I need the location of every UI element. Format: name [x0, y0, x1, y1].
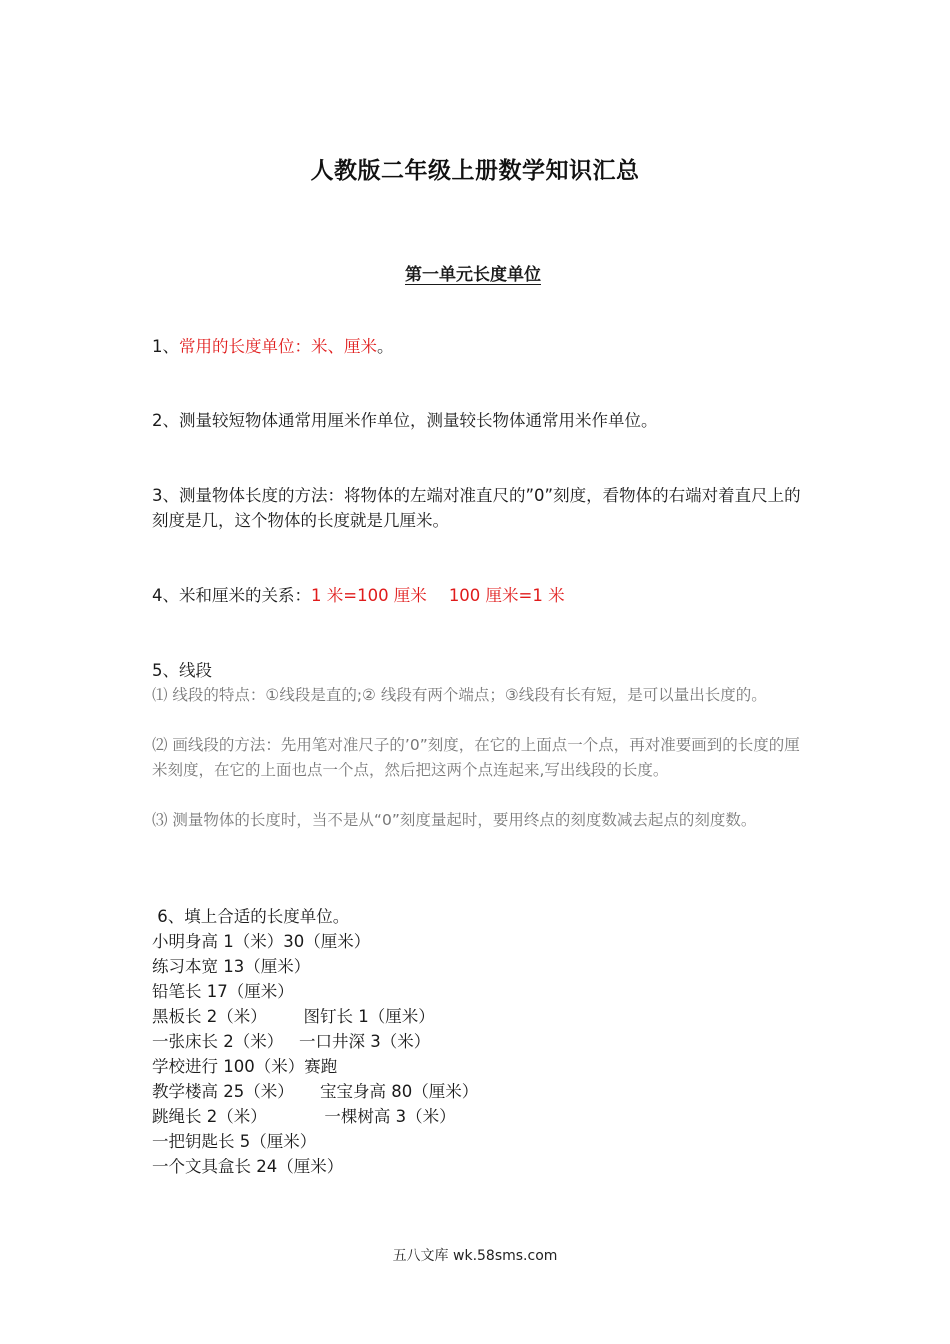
item-1-number: 1、: [152, 337, 179, 356]
unit-heading-text: 第一单元长度单位: [405, 265, 541, 285]
fill-row: 学校进行 100（米）赛跑: [152, 1057, 338, 1076]
fill-row: 一个文具盒长 24（厘米）: [152, 1157, 344, 1176]
fill-row: 教学楼高 25（米） 宝宝身高 80（厘米）: [152, 1082, 479, 1101]
fill-row: 黑板长 2（米） 图钉长 1（厘米）: [152, 1007, 435, 1026]
item-4-relation-1: 1 米=100 厘米: [311, 586, 427, 605]
unit-heading: [0, 260, 950, 285]
item-5-point-1: ⑴ 线段的特点：①线段是直的;② 线段有两个端点；③线段有长有短，是可以量出长度的。: [152, 686, 767, 704]
item-5-point-2: ⑵ 画线段的方法：先用笔对准尺子的’0”刻度，在它的上面点一个点，再对准要画到的长度的厘米刻度，在它的上面也点一个点，然后把这两个点连起来,写出线段的长度。: [152, 736, 800, 779]
fill-row: 一张床长 2（米） 一口井深 3（米）: [152, 1032, 431, 1051]
item-6-heading: 6、填上合适的长度单位。: [152, 907, 350, 926]
item-2: 2、测量较短物体通常用厘米作单位，测量较长物体通常用米作单位。: [152, 411, 658, 430]
fill-row: 跳绳长 2（米） 一棵树高 3（米）: [152, 1107, 456, 1126]
fill-row: 小明身高 1（米）30（厘米）: [152, 932, 371, 951]
fill-row: 练习本宽 13（厘米）: [152, 957, 311, 976]
item-4-prefix: 4、米和厘米的关系：: [152, 586, 311, 605]
fill-row: 一把钥匙长 5（厘米）: [152, 1132, 317, 1151]
fill-row: 铅笔长 17（厘米）: [152, 982, 294, 1001]
item-1-highlight: 常用的长度单位：米、厘米: [179, 337, 377, 356]
item-4: [152, 583, 802, 608]
item-5-point-3: ⑶ 测量物体的长度时，当不是从“0”刻度量起时，要用终点的刻度数减去起点的刻度数。: [152, 811, 757, 829]
item-1-end: 。: [377, 337, 394, 356]
item-1: [152, 334, 802, 359]
document-title: 人教版二年级上册数学知识汇总: [310, 157, 640, 184]
item-3: 3、测量物体长度的方法：将物体的左端对准直尺的”0”刻度，看物体的右端对着直尺上的刻度是几，这个物体的长度就是几厘米。: [152, 486, 801, 530]
item-6: [152, 904, 802, 1179]
item-5-heading: 5、线段: [152, 661, 212, 680]
footer-watermark: 五八文库 wk.58sms.com: [392, 1248, 558, 1264]
item-4-relation-2: 100 厘米=1 米: [448, 586, 565, 605]
